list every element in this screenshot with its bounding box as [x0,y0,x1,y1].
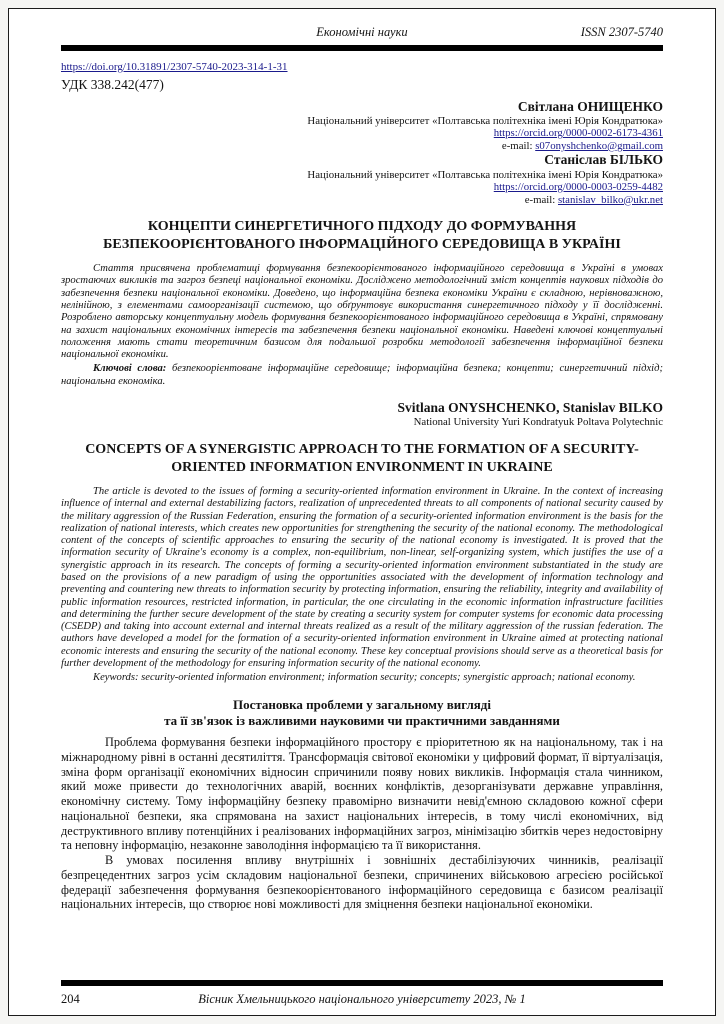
article-title-en: CONCEPTS OF A SYNERGISTIC APPROACH TO THE FORMATION OF A SECURITY-ORIENTED INFORMATION ENVIRONMENT IN UKRAINE [85,442,639,475]
author-affiliation: Національний університет «Полтавська політехніка імені Юрія Кондратюка» [307,114,663,127]
footer-row [61,991,663,1007]
author-block [61,152,663,206]
udk-label: УДК 338.242(477) [61,76,164,92]
authors-en-affiliation: National University Yuri Kondratyuk Poltava Polytechnic [413,416,663,429]
journal-footer-title: Вісник Хмельницького національного університету 2023, № 1 [198,991,526,1006]
abstract-ua: Стаття присвячена проблематиці формування безпекоорієнтованого інформаційного середовища в Україні в умовах зростаючих викликів та загроз безпеці національної економіки. Досліджено методологічний зміст концептів наукових підходів до забезпечення безпеки національної економіки. Доведено, що інформаційна безпека економіки України є складною, нерівноважною, нелінійною, з елементами самоорганізації системою, що обґрунтовує використання синергетичного підходу у її дослідженні. Розроблено авторську концептуальну модель формування безпекоорієнтованого інформаційного середовища в Україні, спрямовану на захист національних економічних інтересів та забезпечення безпеки національної економіки. Наведені ключові концептуальні положення мають стати теоретичним базисом для подальшої розробки методології забезпечення інформаційної безпеки національної економіки. [61,263,663,361]
doi-line [61,61,663,73]
author-block [61,99,663,153]
author-email-link[interactable]: stanislav_bilko@ukr.net [557,193,663,206]
authors-en-names: Svitlana ONYSHCHENKO, Stanislav BILKO [397,399,663,415]
keywords-ua [61,363,663,388]
section-heading [61,697,663,730]
author-orcid-link[interactable]: https://orcid.org/0000-0002-6173-4361 [493,127,663,140]
abstract-en: The article is devoted to the issues of forming a security-oriented information environment in Ukraine. In the context of increasing influence of internal and external destabilizing factors, realization of unprecedented threats to all components of national security caused by the military aggression of the Russian Federation, ensuring the formation of a security-oriented information environment is the basis for the realization of national interests, which creates new opportunities for strengthening the security of the national economy. The methodological content of the concepts of scientific approaches to ensuring the security of the national economy is investigated. It is proved that the information security of Ukraine's economy is a complex, non-equilibrium, non-linear, self-organizing system, which justifies the use of a synergistic approach in its research. The concepts of forming a security-oriented information environment substantiated in the study are based on the provisions of a new paradigm of using the opportunities associated with the development of information technology and preventing and countering new threats to information security by protecting information, ensuring the reliability, integrity and availability of public information resources, restricted information, in particular, the one circulating in the economic information infrastructure facilities and determining the further secure development of the state by creating a security system for computer systems for economic data processing (CSEDP) and taking into account external and internal threats realized as a result of the military aggression of the russian federation. The authors have developed a model for the formation of a security-oriented information environment in Ukraine aimed at protecting national economic interests and ensuring the security of the national economy. These key conceptual provisions should serve as a theoretical basis for further development of the methodology for ensuring information security of the national economy. [61,486,663,669]
page-number: 204 [61,991,80,1006]
author-orcid-line [61,181,663,194]
author-affiliation: Національний університет «Полтавська політехніка імені Юрія Кондратюка» [307,168,663,181]
page-footer [61,976,663,1007]
doi-link[interactable]: https://doi.org/10.31891/2307-5740-2023-314-1-31 [61,60,288,73]
author-name: Станіслав БІЛЬКО [544,152,663,168]
section-heading-line1: Постановка проблеми у загальному вигляді [233,696,491,712]
author-orcid-link[interactable]: https://orcid.org/0000-0003-0259-4482 [493,181,663,194]
keywords-en-text: security-oriented information environment; information security; concepts; synergistic approach; national economy. [138,672,636,684]
running-head [61,25,663,51]
author-email-link[interactable]: s07onyshchenko@gmail.com [535,139,663,152]
body-paragraph: В умовах посилення впливу внутрішніх і зовнішніх дестабілізуючих чинників, реалізації безпрецедентних загроз усім складовим національної безпеки, спричинених військовою агресією російської федерації забезпечення формування безпекоорієнтованого інформаційного середовища є базисом реалізації національних інтересів, що створює нові можливості для зміцнення безпеки національної економіки. [61,853,663,912]
keywords-ua-text: безпекоорієнтоване інформаційне середовище; інформаційна безпека; концепти; синергетичний підхід; національна економіка. [61,363,663,387]
author-name: Світлана ОНИЩЕНКО [517,98,663,114]
section-heading-line2: та її зв'язок із важливими науковими чи практичними завданнями [164,712,560,728]
authors-ua-block [61,99,663,206]
body-paragraph: Проблема формування безпеки інформаційного простору є пріоритетною як на національному, так і на міжнародному рівні в останні десятиліття. Трансформація світової економіки у цифровий формат, її віртуалізація, зміна форм організації економічних відносин спричинили появу нових викликів. Інформація стала чинником, який може привести до технологічних аварій, воєнних конфліктів, дезорганізувати державне управління, економічну систему. Тому інформаційну безпеку правомірно визначити невід'ємною складовою кожної сфери національної безпеки, яка спрямована на захист національних інтересів, в тому числі економічних, від деструктивного впливу потенційних і реалізованих інформаційних загроз, мінімізацію збитків через недостовірну та неповну інформацію, незаконне заволодіння інформацією та її використання. [61,735,663,853]
page [8,8,716,1016]
author-orcid-line [61,127,663,140]
author-email-label: e-mail: [501,139,536,152]
keywords-ua-label: Ключові слова: [93,363,167,375]
keywords-en-label: Keywords: [93,672,139,684]
authors-en-block [61,400,663,429]
running-head-row [61,25,663,41]
journal-section-label: Економічні науки [316,25,408,39]
keywords-en [61,672,663,684]
article-content [61,51,663,976]
article-title-ua: КОНЦЕПТИ СИНЕРГЕТИЧНОГО ПІДХОДУ ДО ФОРМУВАННЯ БЕЗПЕКООРІЄНТОВАНОГО ІНФОРМАЦІЙНОГО СЕРЕДОВИЩА В УКРАЇНІ [103,219,621,252]
author-email-label: e-mail: [524,193,558,206]
issn-label: ISSN 2307-5740 [580,25,663,39]
footer-rule [61,980,663,986]
author-email-line [61,194,663,207]
author-email-line [61,140,663,153]
